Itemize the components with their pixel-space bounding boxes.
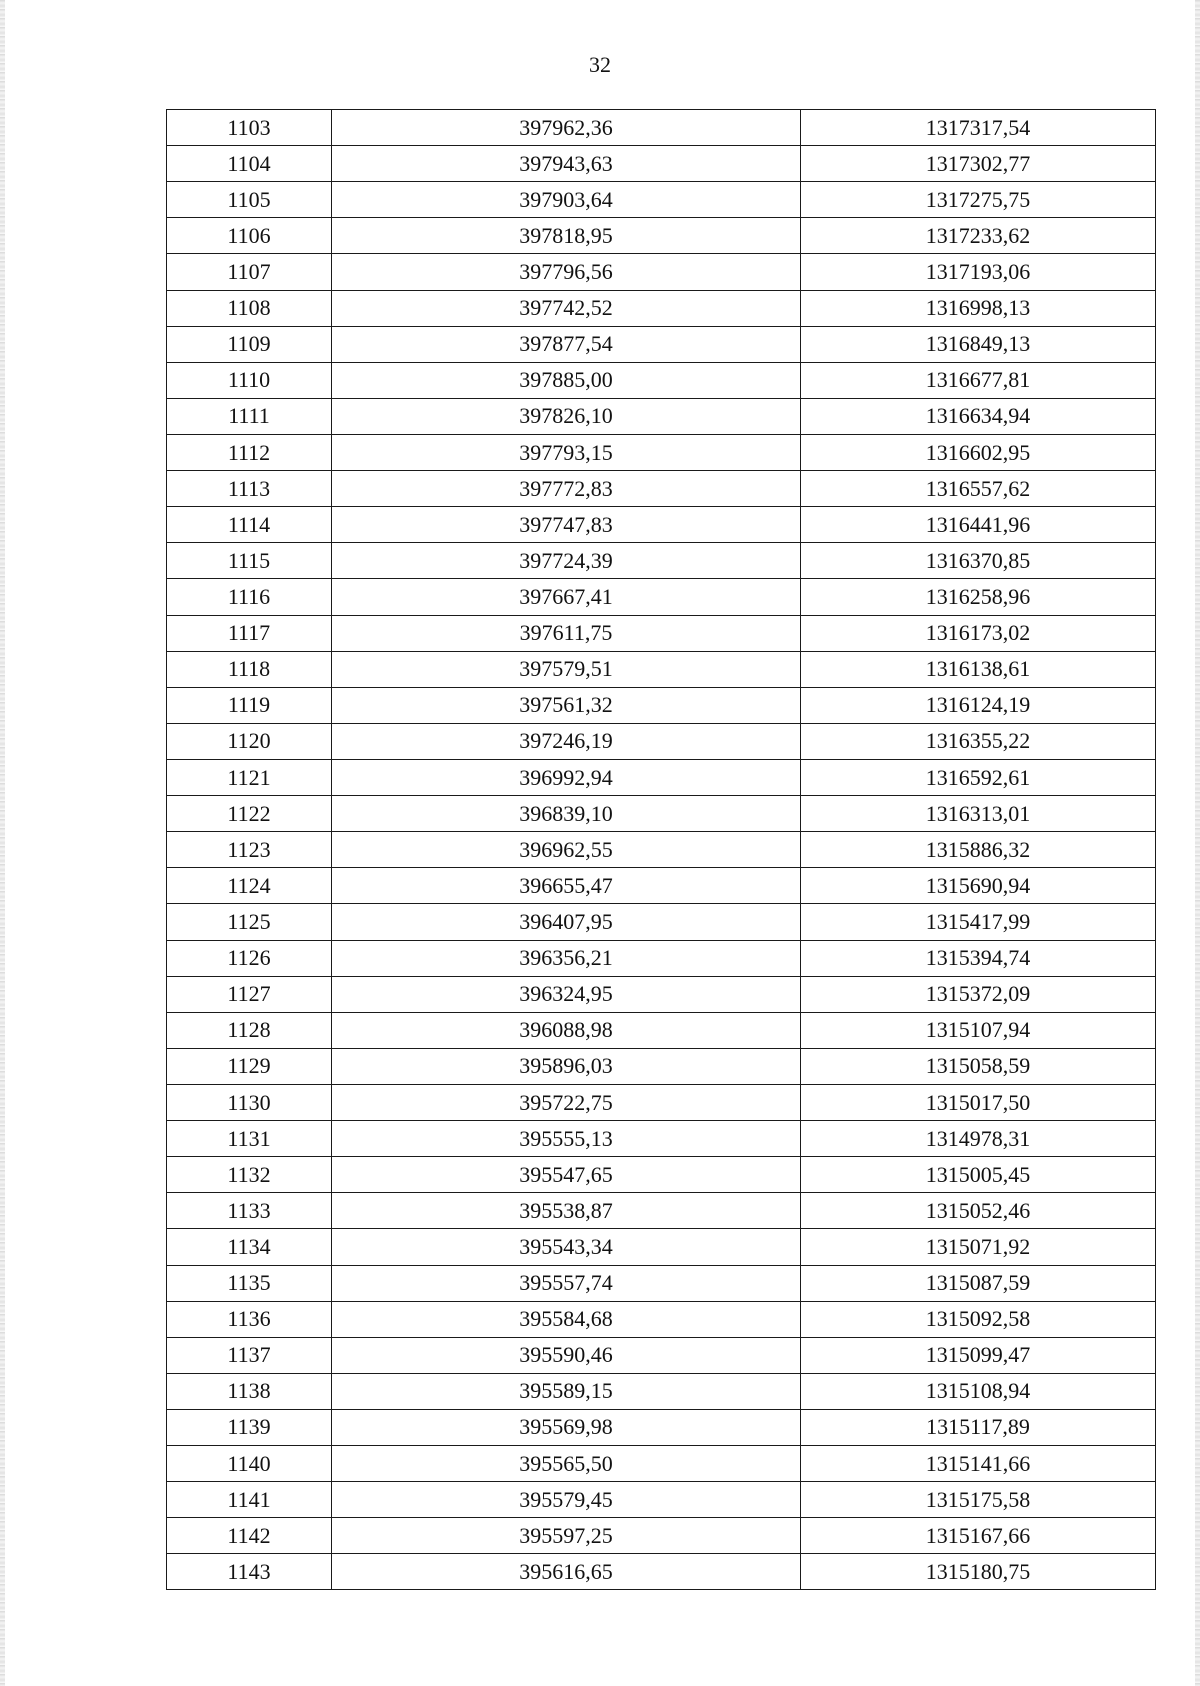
table-row bbox=[167, 1446, 1156, 1482]
x-coordinate-cell: 397903,64 bbox=[332, 182, 801, 218]
x-coordinate-cell: 397772,83 bbox=[332, 471, 801, 507]
y-coordinate-cell: 1316592,61 bbox=[801, 759, 1156, 795]
y-coordinate-cell: 1317302,77 bbox=[801, 146, 1156, 182]
point-number-cell: 1103 bbox=[167, 110, 332, 146]
y-coordinate-cell: 1316557,62 bbox=[801, 471, 1156, 507]
table-row bbox=[167, 471, 1156, 507]
table-row bbox=[167, 146, 1156, 182]
x-coordinate-cell: 395547,65 bbox=[332, 1157, 801, 1193]
table-row bbox=[167, 434, 1156, 470]
point-number-cell: 1110 bbox=[167, 362, 332, 398]
table-row bbox=[167, 543, 1156, 579]
table-row bbox=[167, 1301, 1156, 1337]
y-coordinate-cell: 1315175,58 bbox=[801, 1482, 1156, 1518]
table-row bbox=[167, 868, 1156, 904]
point-number-cell: 1131 bbox=[167, 1121, 332, 1157]
x-coordinate-cell: 395584,68 bbox=[332, 1301, 801, 1337]
table-row bbox=[167, 182, 1156, 218]
table-row bbox=[167, 615, 1156, 651]
table-row bbox=[167, 1121, 1156, 1157]
y-coordinate-cell: 1315372,09 bbox=[801, 976, 1156, 1012]
table-row bbox=[167, 759, 1156, 795]
x-coordinate-cell: 397962,36 bbox=[332, 110, 801, 146]
point-number-cell: 1120 bbox=[167, 723, 332, 759]
table-row bbox=[167, 1373, 1156, 1409]
y-coordinate-cell: 1317193,06 bbox=[801, 254, 1156, 290]
y-coordinate-cell: 1315690,94 bbox=[801, 868, 1156, 904]
table-row bbox=[167, 579, 1156, 615]
x-coordinate-cell: 396324,95 bbox=[332, 976, 801, 1012]
y-coordinate-cell: 1316441,96 bbox=[801, 507, 1156, 543]
x-coordinate-cell: 395590,46 bbox=[332, 1337, 801, 1373]
scan-edge-right bbox=[1195, 0, 1200, 1686]
y-coordinate-cell: 1315107,94 bbox=[801, 1012, 1156, 1048]
x-coordinate-cell: 396356,21 bbox=[332, 940, 801, 976]
y-coordinate-cell: 1315017,50 bbox=[801, 1084, 1156, 1120]
x-coordinate-cell: 396839,10 bbox=[332, 796, 801, 832]
table-row bbox=[167, 254, 1156, 290]
x-coordinate-cell: 395589,15 bbox=[332, 1373, 801, 1409]
table-row bbox=[167, 1157, 1156, 1193]
y-coordinate-cell: 1317317,54 bbox=[801, 110, 1156, 146]
point-number-cell: 1111 bbox=[167, 398, 332, 434]
x-coordinate-cell: 397667,41 bbox=[332, 579, 801, 615]
table-row bbox=[167, 290, 1156, 326]
x-coordinate-cell: 395557,74 bbox=[332, 1265, 801, 1301]
x-coordinate-cell: 396655,47 bbox=[332, 868, 801, 904]
table-row bbox=[167, 326, 1156, 362]
x-coordinate-cell: 395538,87 bbox=[332, 1193, 801, 1229]
table-row bbox=[167, 1048, 1156, 1084]
table-row bbox=[167, 940, 1156, 976]
x-coordinate-cell: 397747,83 bbox=[332, 507, 801, 543]
x-coordinate-cell: 395569,98 bbox=[332, 1409, 801, 1445]
table-row bbox=[167, 1084, 1156, 1120]
y-coordinate-cell: 1316124,19 bbox=[801, 687, 1156, 723]
x-coordinate-cell: 397611,75 bbox=[332, 615, 801, 651]
y-coordinate-cell: 1316370,85 bbox=[801, 543, 1156, 579]
y-coordinate-cell: 1315167,66 bbox=[801, 1518, 1156, 1554]
point-number-cell: 1142 bbox=[167, 1518, 332, 1554]
x-coordinate-cell: 396992,94 bbox=[332, 759, 801, 795]
table-row bbox=[167, 1518, 1156, 1554]
point-number-cell: 1132 bbox=[167, 1157, 332, 1193]
point-number-cell: 1126 bbox=[167, 940, 332, 976]
table-row bbox=[167, 1554, 1156, 1590]
point-number-cell: 1139 bbox=[167, 1409, 332, 1445]
point-number-cell: 1135 bbox=[167, 1265, 332, 1301]
y-coordinate-cell: 1316173,02 bbox=[801, 615, 1156, 651]
scan-edge-left bbox=[0, 0, 5, 1686]
point-number-cell: 1125 bbox=[167, 904, 332, 940]
point-number-cell: 1134 bbox=[167, 1229, 332, 1265]
point-number-cell: 1109 bbox=[167, 326, 332, 362]
table-row bbox=[167, 976, 1156, 1012]
table-row bbox=[167, 1482, 1156, 1518]
y-coordinate-cell: 1315092,58 bbox=[801, 1301, 1156, 1337]
table-row bbox=[167, 1012, 1156, 1048]
y-coordinate-cell: 1315071,92 bbox=[801, 1229, 1156, 1265]
x-coordinate-cell: 397885,00 bbox=[332, 362, 801, 398]
point-number-cell: 1115 bbox=[167, 543, 332, 579]
y-coordinate-cell: 1315005,45 bbox=[801, 1157, 1156, 1193]
y-coordinate-cell: 1315108,94 bbox=[801, 1373, 1156, 1409]
point-number-cell: 1106 bbox=[167, 218, 332, 254]
point-number-cell: 1107 bbox=[167, 254, 332, 290]
x-coordinate-cell: 397724,39 bbox=[332, 543, 801, 579]
point-number-cell: 1140 bbox=[167, 1446, 332, 1482]
y-coordinate-cell: 1316258,96 bbox=[801, 579, 1156, 615]
y-coordinate-cell: 1314978,31 bbox=[801, 1121, 1156, 1157]
y-coordinate-cell: 1316998,13 bbox=[801, 290, 1156, 326]
point-number-cell: 1124 bbox=[167, 868, 332, 904]
point-number-cell: 1141 bbox=[167, 1482, 332, 1518]
y-coordinate-cell: 1315417,99 bbox=[801, 904, 1156, 940]
y-coordinate-cell: 1316677,81 bbox=[801, 362, 1156, 398]
y-coordinate-cell: 1315087,59 bbox=[801, 1265, 1156, 1301]
coordinates-table-body bbox=[167, 110, 1156, 1590]
x-coordinate-cell: 397793,15 bbox=[332, 434, 801, 470]
point-number-cell: 1143 bbox=[167, 1554, 332, 1590]
x-coordinate-cell: 397561,32 bbox=[332, 687, 801, 723]
table-row bbox=[167, 904, 1156, 940]
x-coordinate-cell: 397579,51 bbox=[332, 651, 801, 687]
x-coordinate-cell: 397943,63 bbox=[332, 146, 801, 182]
table-row bbox=[167, 723, 1156, 759]
x-coordinate-cell: 397818,95 bbox=[332, 218, 801, 254]
table-row bbox=[167, 1193, 1156, 1229]
point-number-cell: 1133 bbox=[167, 1193, 332, 1229]
point-number-cell: 1104 bbox=[167, 146, 332, 182]
y-coordinate-cell: 1317275,75 bbox=[801, 182, 1156, 218]
y-coordinate-cell: 1315886,32 bbox=[801, 832, 1156, 868]
point-number-cell: 1117 bbox=[167, 615, 332, 651]
table-row bbox=[167, 832, 1156, 868]
x-coordinate-cell: 397826,10 bbox=[332, 398, 801, 434]
y-coordinate-cell: 1315180,75 bbox=[801, 1554, 1156, 1590]
x-coordinate-cell: 396407,95 bbox=[332, 904, 801, 940]
x-coordinate-cell: 395555,13 bbox=[332, 1121, 801, 1157]
x-coordinate-cell: 395579,45 bbox=[332, 1482, 801, 1518]
page-number: 32 bbox=[589, 52, 611, 77]
point-number-cell: 1112 bbox=[167, 434, 332, 470]
point-number-cell: 1138 bbox=[167, 1373, 332, 1409]
x-coordinate-cell: 396962,55 bbox=[332, 832, 801, 868]
x-coordinate-cell: 395616,65 bbox=[332, 1554, 801, 1590]
y-coordinate-cell: 1317233,62 bbox=[801, 218, 1156, 254]
x-coordinate-cell: 395565,50 bbox=[332, 1446, 801, 1482]
y-coordinate-cell: 1316849,13 bbox=[801, 326, 1156, 362]
point-number-cell: 1116 bbox=[167, 579, 332, 615]
point-number-cell: 1108 bbox=[167, 290, 332, 326]
x-coordinate-cell: 397742,52 bbox=[332, 290, 801, 326]
x-coordinate-cell: 395597,25 bbox=[332, 1518, 801, 1554]
y-coordinate-cell: 1316602,95 bbox=[801, 434, 1156, 470]
x-coordinate-cell: 397877,54 bbox=[332, 326, 801, 362]
table-row bbox=[167, 218, 1156, 254]
y-coordinate-cell: 1315141,66 bbox=[801, 1446, 1156, 1482]
y-coordinate-cell: 1315052,46 bbox=[801, 1193, 1156, 1229]
point-number-cell: 1105 bbox=[167, 182, 332, 218]
y-coordinate-cell: 1315117,89 bbox=[801, 1409, 1156, 1445]
point-number-cell: 1121 bbox=[167, 759, 332, 795]
table-row bbox=[167, 507, 1156, 543]
coordinates-table bbox=[166, 109, 1156, 1590]
point-number-cell: 1122 bbox=[167, 796, 332, 832]
table-row bbox=[167, 362, 1156, 398]
x-coordinate-cell: 395722,75 bbox=[332, 1084, 801, 1120]
point-number-cell: 1118 bbox=[167, 651, 332, 687]
x-coordinate-cell: 397246,19 bbox=[332, 723, 801, 759]
table-row bbox=[167, 1337, 1156, 1373]
point-number-cell: 1128 bbox=[167, 1012, 332, 1048]
table-row bbox=[167, 1229, 1156, 1265]
x-coordinate-cell: 397796,56 bbox=[332, 254, 801, 290]
point-number-cell: 1123 bbox=[167, 832, 332, 868]
y-coordinate-cell: 1315394,74 bbox=[801, 940, 1156, 976]
y-coordinate-cell: 1315058,59 bbox=[801, 1048, 1156, 1084]
y-coordinate-cell: 1316355,22 bbox=[801, 723, 1156, 759]
table-row bbox=[167, 796, 1156, 832]
x-coordinate-cell: 395543,34 bbox=[332, 1229, 801, 1265]
table-row bbox=[167, 1409, 1156, 1445]
table-row bbox=[167, 1265, 1156, 1301]
y-coordinate-cell: 1316313,01 bbox=[801, 796, 1156, 832]
x-coordinate-cell: 396088,98 bbox=[332, 1012, 801, 1048]
point-number-cell: 1113 bbox=[167, 471, 332, 507]
x-coordinate-cell: 395896,03 bbox=[332, 1048, 801, 1084]
point-number-cell: 1127 bbox=[167, 976, 332, 1012]
y-coordinate-cell: 1316138,61 bbox=[801, 651, 1156, 687]
y-coordinate-cell: 1316634,94 bbox=[801, 398, 1156, 434]
point-number-cell: 1119 bbox=[167, 687, 332, 723]
table-row bbox=[167, 687, 1156, 723]
table-row bbox=[167, 110, 1156, 146]
point-number-cell: 1129 bbox=[167, 1048, 332, 1084]
table-row bbox=[167, 398, 1156, 434]
point-number-cell: 1137 bbox=[167, 1337, 332, 1373]
y-coordinate-cell: 1315099,47 bbox=[801, 1337, 1156, 1373]
point-number-cell: 1114 bbox=[167, 507, 332, 543]
table-row bbox=[167, 651, 1156, 687]
point-number-cell: 1136 bbox=[167, 1301, 332, 1337]
point-number-cell: 1130 bbox=[167, 1084, 332, 1120]
